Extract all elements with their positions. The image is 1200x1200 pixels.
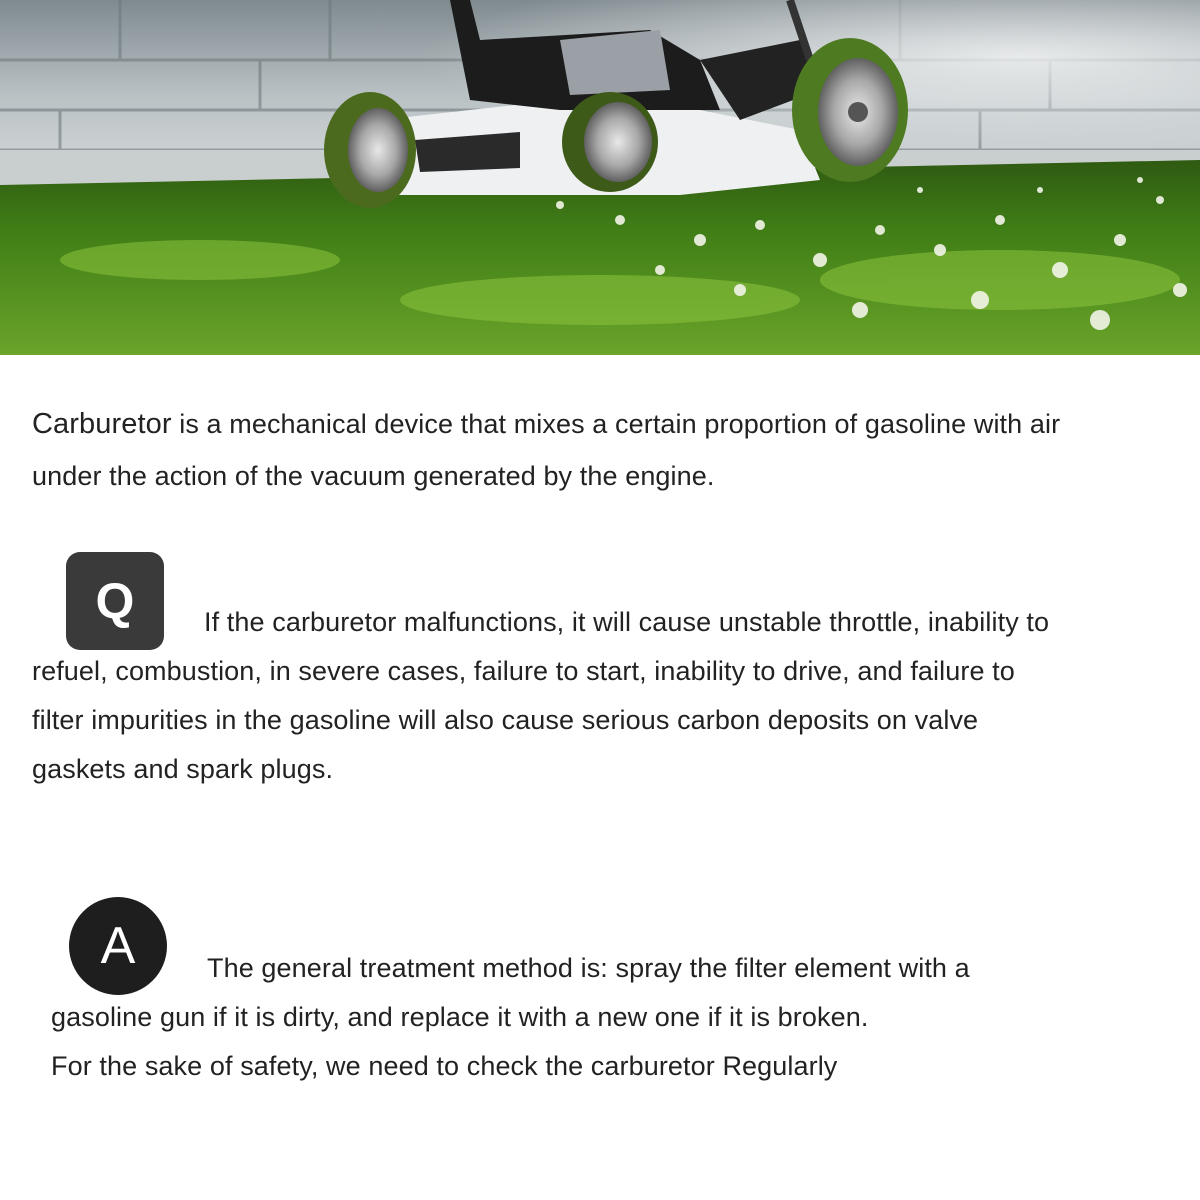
hero-image [0,0,1200,355]
intro-paragraph [32,398,1072,502]
lawn-mower-photo [0,0,1200,355]
answer-paragraph [51,944,1051,1091]
question-badge-letter: Q [95,573,135,629]
intro-text: is a mechanical device that mixes a certain proportion of gasoline with air under the action of the vacuum generated by the engine. [32,409,1061,491]
answer-text-line1: The general treatment method is: spray the filter element with a gasoline gun if it is dirty, and replace it with a new one if it is broken. [51,953,970,1032]
answer-badge-letter: A [100,917,136,975]
answer-text-line2: For the sake of safety, we need to check the carburetor Regularly [51,1051,838,1081]
question-paragraph [32,598,1072,794]
intro-lead-term: Carburetor [32,408,172,440]
question-text: If the carburetor malfunctions, it will cause unstable throttle, inability to refuel, combustion, in severe cases, failure to start, inability to drive, and failure to filter impurities in the gasoline will also cause serious carbon deposits on valve gaskets and spark plugs. [32,607,1050,784]
